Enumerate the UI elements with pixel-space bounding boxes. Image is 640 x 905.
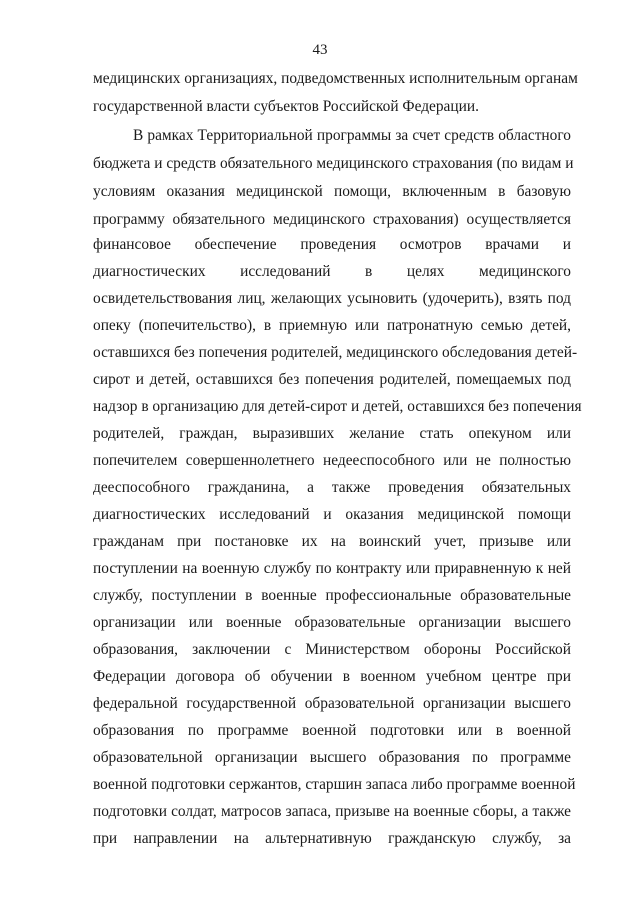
text-line: освидетельствования лиц, желающих усыновить (удочерить), взять под	[93, 290, 571, 307]
text-line: финансовое обеспечение проведения осмотров врачами и	[93, 236, 571, 253]
text-line: гражданам при постановке их на воинский учет, призыве или	[93, 533, 571, 550]
text-line: сирот и детей, оставшихся без попечения родителей, помещаемых под	[93, 371, 571, 388]
text-line: условиям оказания медицинской помощи, включенным в базовую	[93, 183, 571, 200]
text-line: образовательной организации высшего образования по программе	[93, 749, 571, 766]
text-line: подготовки солдат, матросов запаса, призыве на военные сборы, а также	[93, 803, 571, 820]
text-line: федеральной государственной образовательной организации высшего	[93, 695, 571, 712]
text-line: родителей, граждан, выразивших желание стать опекуном или	[93, 425, 571, 442]
text-line: медицинских организациях, подведомственных исполнительным органам	[93, 70, 578, 87]
text-line: образования по программе военной подготовки или в военной	[93, 722, 571, 739]
text-line: военной подготовки сержантов, старшин запаса либо программе военной	[93, 776, 576, 793]
text-line: диагностических исследований в целях медицинского	[93, 263, 571, 280]
page-number: 43	[312, 42, 328, 58]
paragraph-first-line: В рамках Территориальной программы за счет средств областного	[133, 127, 571, 144]
text-line: попечителем совершеннолетнего недееспособного или не полностью	[93, 452, 571, 469]
text-line: поступлении на военную службу по контракту или приравненную к ней	[93, 560, 571, 577]
text-line: диагностических исследований и оказания медицинской помощи	[93, 506, 571, 523]
text-line: программу обязательного медицинского страхования) осуществляется	[93, 211, 571, 228]
text-line: дееспособного гражданина, а также проведения обязательных	[93, 479, 571, 496]
text-line: государственной власти субъектов Российской Федерации.	[93, 98, 479, 115]
text-line: бюджета и средств обязательного медицинского страхования (по видам и	[93, 155, 574, 172]
text-line: Федерации договора об обучении в военном учебном центре при	[93, 668, 571, 685]
text-line: организации или военные образовательные организации высшего	[93, 614, 571, 631]
text-line: образования, заключении с Министерством обороны Российской	[93, 641, 571, 658]
text-line: опеку (попечительство), в приемную или патронатную семью детей,	[93, 317, 571, 334]
text-line: надзор в организацию для детей-сирот и детей, оставшихся без попечения	[93, 398, 582, 415]
text-line: службу, поступлении в военные профессиональные образовательные	[93, 587, 571, 604]
text-line: оставшихся без попечения родителей, медицинского обследования детей-	[93, 344, 578, 361]
text-line: при направлении на альтернативную гражданскую службу, за	[93, 830, 571, 847]
